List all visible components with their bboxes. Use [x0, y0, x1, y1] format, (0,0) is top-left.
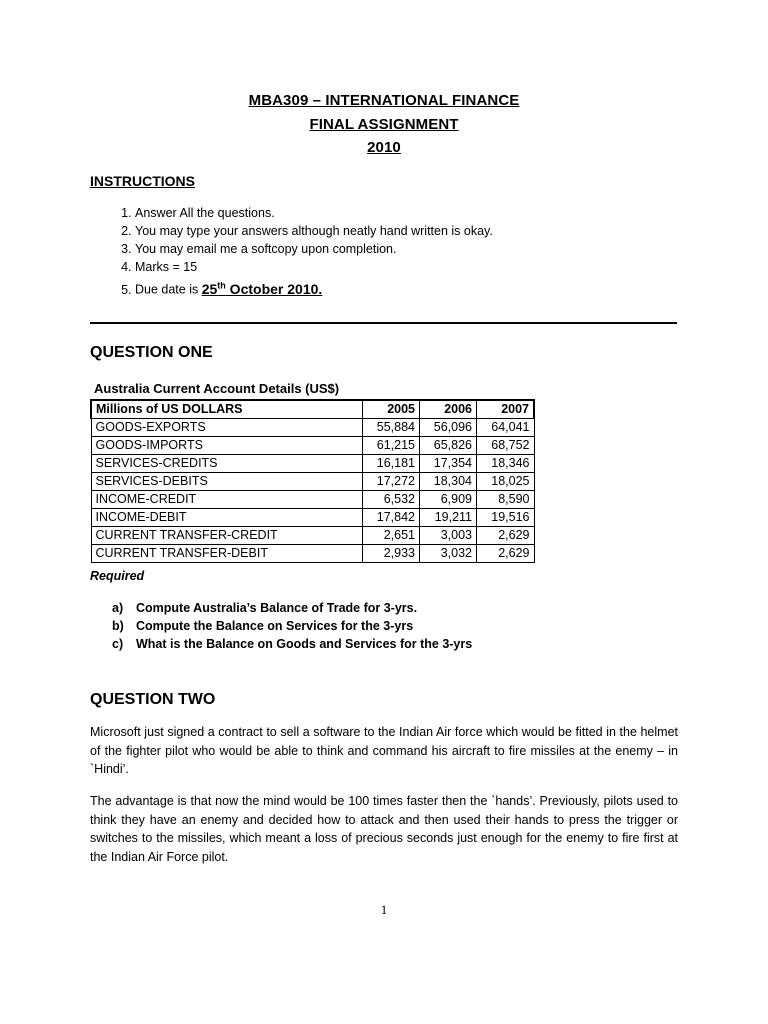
row-value: 16,181 [363, 455, 420, 473]
due-date-month-year: October 2010. [225, 280, 323, 297]
row-value: 18,025 [477, 473, 535, 491]
row-value: 17,354 [420, 455, 477, 473]
required-item [112, 599, 472, 617]
row-value: 65,826 [420, 437, 477, 455]
row-value: 18,346 [477, 455, 535, 473]
row-label: SERVICES-DEBITS [91, 473, 363, 491]
assignment-title: FINAL ASSIGNMENT [309, 116, 459, 133]
instruction-item-due-date [135, 276, 493, 299]
table-row [91, 527, 534, 545]
row-label: CURRENT TRANSFER-CREDIT [91, 527, 363, 545]
current-account-table [90, 399, 535, 563]
row-value: 2,933 [363, 545, 420, 563]
row-value: 17,272 [363, 473, 420, 491]
question-two-paragraph: The advantage is that now the mind would be 100 times faster then the `hands’. Previously, pilots used to think they have an enemy and decided how to attack and then used their hands to press the trigger or switches to the missiles, which meant a loss of precious seconds just enough for the enemy to fire first at the Indian Air Force pilot. [90, 794, 678, 864]
row-value: 6,909 [420, 491, 477, 509]
instruction-item: 4. Marks = 15 [135, 258, 493, 276]
row-label: INCOME-DEBIT [91, 509, 363, 527]
question-one-heading: QUESTION ONE [90, 344, 213, 361]
course-title: MBA309 – INTERNATIONAL FINANCE [248, 92, 520, 109]
row-value: 2,651 [363, 527, 420, 545]
instruction-item: 3. You may email me a softcopy upon completion. [135, 240, 493, 258]
table-header-year: 2005 [363, 400, 420, 419]
table-row [91, 473, 534, 491]
row-value: 2,629 [477, 527, 535, 545]
instructions-heading: INSTRUCTIONS [90, 173, 195, 189]
due-date-prefix: Due date is [135, 282, 202, 297]
row-value: 8,590 [477, 491, 535, 509]
row-value: 68,752 [477, 437, 535, 455]
table-header-year: 2007 [477, 400, 535, 419]
required-item-text: Compute Australia’s Balance of Trade for 3-yrs. [136, 601, 418, 615]
required-item-text: What is the Balance on Goods and Services for the 3-yrs [136, 637, 473, 651]
row-value: 17,842 [363, 509, 420, 527]
row-value: 6,532 [363, 491, 420, 509]
due-date-day: 25 [201, 280, 218, 297]
row-value: 18,304 [420, 473, 477, 491]
table-header-label: Millions of US DOLLARS [91, 400, 363, 419]
question-two-heading: QUESTION TWO [90, 691, 216, 708]
row-value: 64,041 [477, 419, 535, 437]
horizontal-rule [90, 322, 677, 324]
row-label: GOODS-IMPORTS [91, 437, 363, 455]
table-row [91, 491, 534, 509]
assignment-year: 2010 [367, 139, 401, 156]
required-item-text: Compute the Balance on Services for the 3-yrs [136, 619, 414, 633]
row-label: CURRENT TRANSFER-DEBIT [91, 545, 363, 563]
table-caption: Australia Current Account Details (US$) [94, 381, 340, 396]
required-item-label: c) [112, 637, 124, 651]
required-list [112, 599, 472, 653]
instruction-item: 2. You may type your answers although neatly hand written is okay. [135, 222, 493, 240]
table-row [91, 437, 534, 455]
question-two-paragraph: Microsoft just signed a contract to sell a software to the Indian Air force which would be fitted in the helmet of the fighter pilot who would be able to think and command his aircraft to fire missiles at the enemy – in `Hindi’. [90, 725, 678, 776]
required-item-label: b) [112, 619, 124, 633]
required-item-label: a) [112, 601, 124, 615]
row-value: 2,629 [477, 545, 535, 563]
row-value: 19,211 [420, 509, 477, 527]
row-label: SERVICES-CREDITS [91, 455, 363, 473]
required-item [112, 617, 472, 635]
row-value: 56,096 [420, 419, 477, 437]
row-label: GOODS-EXPORTS [91, 419, 363, 437]
row-label: INCOME-CREDIT [91, 491, 363, 509]
table-header-row [91, 400, 534, 419]
instruction-item: 1. Answer All the questions. [135, 204, 493, 222]
due-date-suffix: th [217, 280, 226, 290]
instructions-list [90, 204, 493, 299]
row-value: 61,215 [363, 437, 420, 455]
table-row [91, 509, 534, 527]
row-value: 3,032 [420, 545, 477, 563]
row-value: 55,884 [363, 419, 420, 437]
row-value: 19,516 [477, 509, 535, 527]
table-row [91, 455, 534, 473]
required-item [112, 635, 473, 653]
table-row [91, 545, 534, 563]
required-label: Required [90, 569, 145, 583]
table-header-year: 2006 [420, 400, 477, 419]
table-row [91, 419, 534, 437]
page-number: 1 [380, 902, 388, 917]
due-date [202, 281, 323, 297]
row-value: 3,003 [420, 527, 477, 545]
